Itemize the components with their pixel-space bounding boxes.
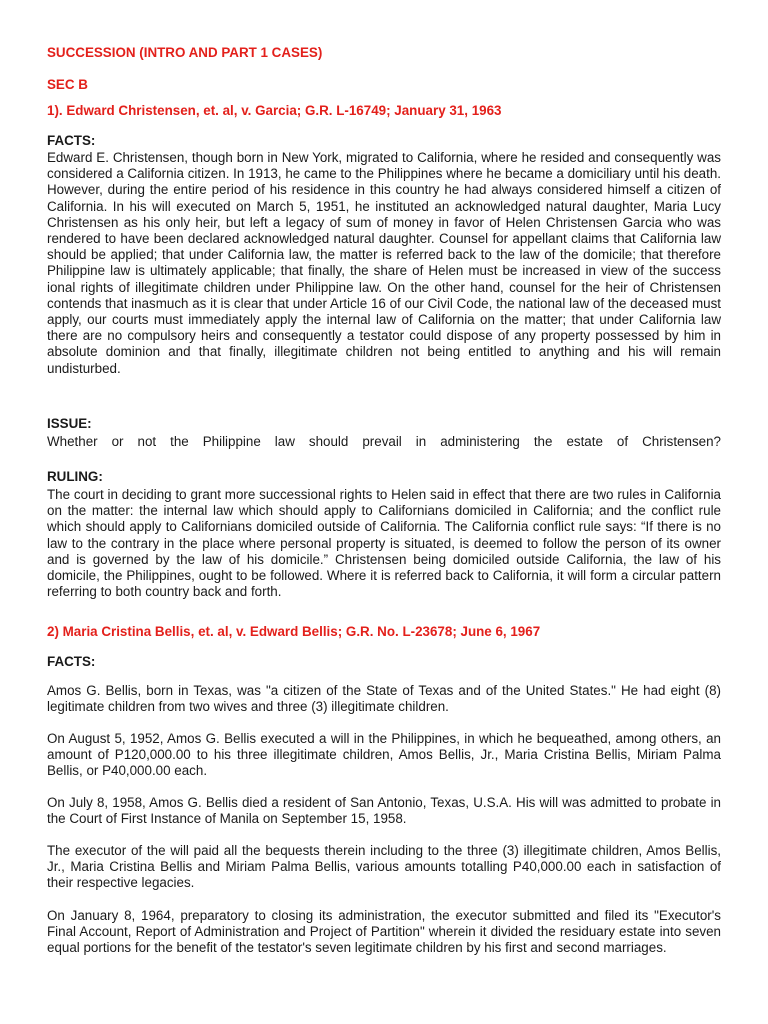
case-1-heading: 1). Edward Christensen, et. al, v. Garcia; G.R. L-16749; January 31, 1963	[47, 103, 502, 118]
case-1-issue-text: Whether or not the Philippine law should prevail in administering the estate of Christensen?	[47, 434, 721, 449]
case-1-issue-label: ISSUE:	[47, 416, 92, 431]
case-2-paragraph: The executor of the will paid all the bequests therein including to the three (3) illegitimate children, Amos Bellis, Jr., Maria Cristina Bellis and Miriam Palma Bellis, various amounts totalling P40,000.00 each in satisfaction of their respective legacies.	[47, 843, 721, 891]
case-1-facts-text: Edward E. Christensen, though born in New York, migrated to California, where he resided and consequently was considered a California citizen. In 1913, he came to the Philippines where he became a domiciliary until his death. However, during the entire period of his residence in this country he had always considered himself a citizen of California. In his will executed on March 5, 1951, he instituted an acknowledged natural daughter, Maria Lucy Christensen as his only heir, but left a legacy of sum of money in favor of Helen Christensen Garcia who was rendered to have been declared acknowledged natural daughter. Counsel for appellant claims that California law should be applied; that under California law, the matter is referred back to the law of the domicile; that therefore Philippine law is ultimately applicable; that finally, the share of Helen must be increased in view of the success ional rights of illegitimate children under Philippine law. On the other hand, counsel for the heir of Christensen contends that inasmuch as it is clear that under Article 16 of our Civil Code, the national law of the deceased must apply, our courts must immediately apply the internal law of California on the matter; that under California law there are no compulsory heirs and consequently a testator could dispose of any property possessed by him in absolute dominion and that finally, illegitimate children not being entitled to anything and his will remain undisturbed.	[47, 150, 721, 376]
section-label: SEC B	[47, 77, 88, 92]
case-2-paragraph: Amos G. Bellis, born in Texas, was "a citizen of the State of Texas and of the United States." He had eight (8) legitimate children from two wives and three (3) illegitimate children.	[47, 683, 721, 715]
case-2-paragraph: On July 8, 1958, Amos G. Bellis died a resident of San Antonio, Texas, U.S.A. His will was admitted to probate in the Court of First Instance of Manila on September 15, 1958.	[47, 795, 721, 827]
case-1-ruling-text: The court in deciding to grant more successional rights to Helen said in effect that there are two rules in California on the matter: the internal law which should apply to Californians domiciled in California; and the conflict rule which should apply to Californians domiciled outside of California. The California conflict rule says: “If there is no law to the contrary in the place where personal property is situated, is deemed to follow the person of its owner and is governed by the law of his domicile.” Christensen being domiciled outside California, the law of his domicile, the Philippines, ought to be followed. Where it is referred back to California, it will form a circular pattern referring to both country back and forth.	[47, 487, 721, 600]
case-2-paragraph: On August 5, 1952, Amos G. Bellis executed a will in the Philippines, in which he bequeathed, among others, an amount of P120,000.00 to his three illegitimate children, Amos Bellis, Jr., Maria Cristina Bellis, Miriam Palma Bellis, or P40,000.00 each.	[47, 731, 721, 779]
document-title: SUCCESSION (INTRO AND PART 1 CASES)	[47, 45, 323, 60]
case-1-ruling-label: RULING:	[47, 469, 103, 484]
case-2-heading: 2) Maria Cristina Bellis, et. al, v. Edward Bellis; G.R. No. L-23678; June 6, 1967	[47, 624, 541, 639]
case-2-paragraph: On January 8, 1964, preparatory to closing its administration, the executor submitted and filed its "Executor's Final Account, Report of Administration and Project of Partition" wherein it divided the residuary estate into seven equal portions for the benefit of the testator's seven legitimate children by his first and second marriages.	[47, 908, 721, 956]
case-2-facts-label: FACTS:	[47, 654, 96, 669]
case-1-facts-label: FACTS:	[47, 133, 96, 148]
